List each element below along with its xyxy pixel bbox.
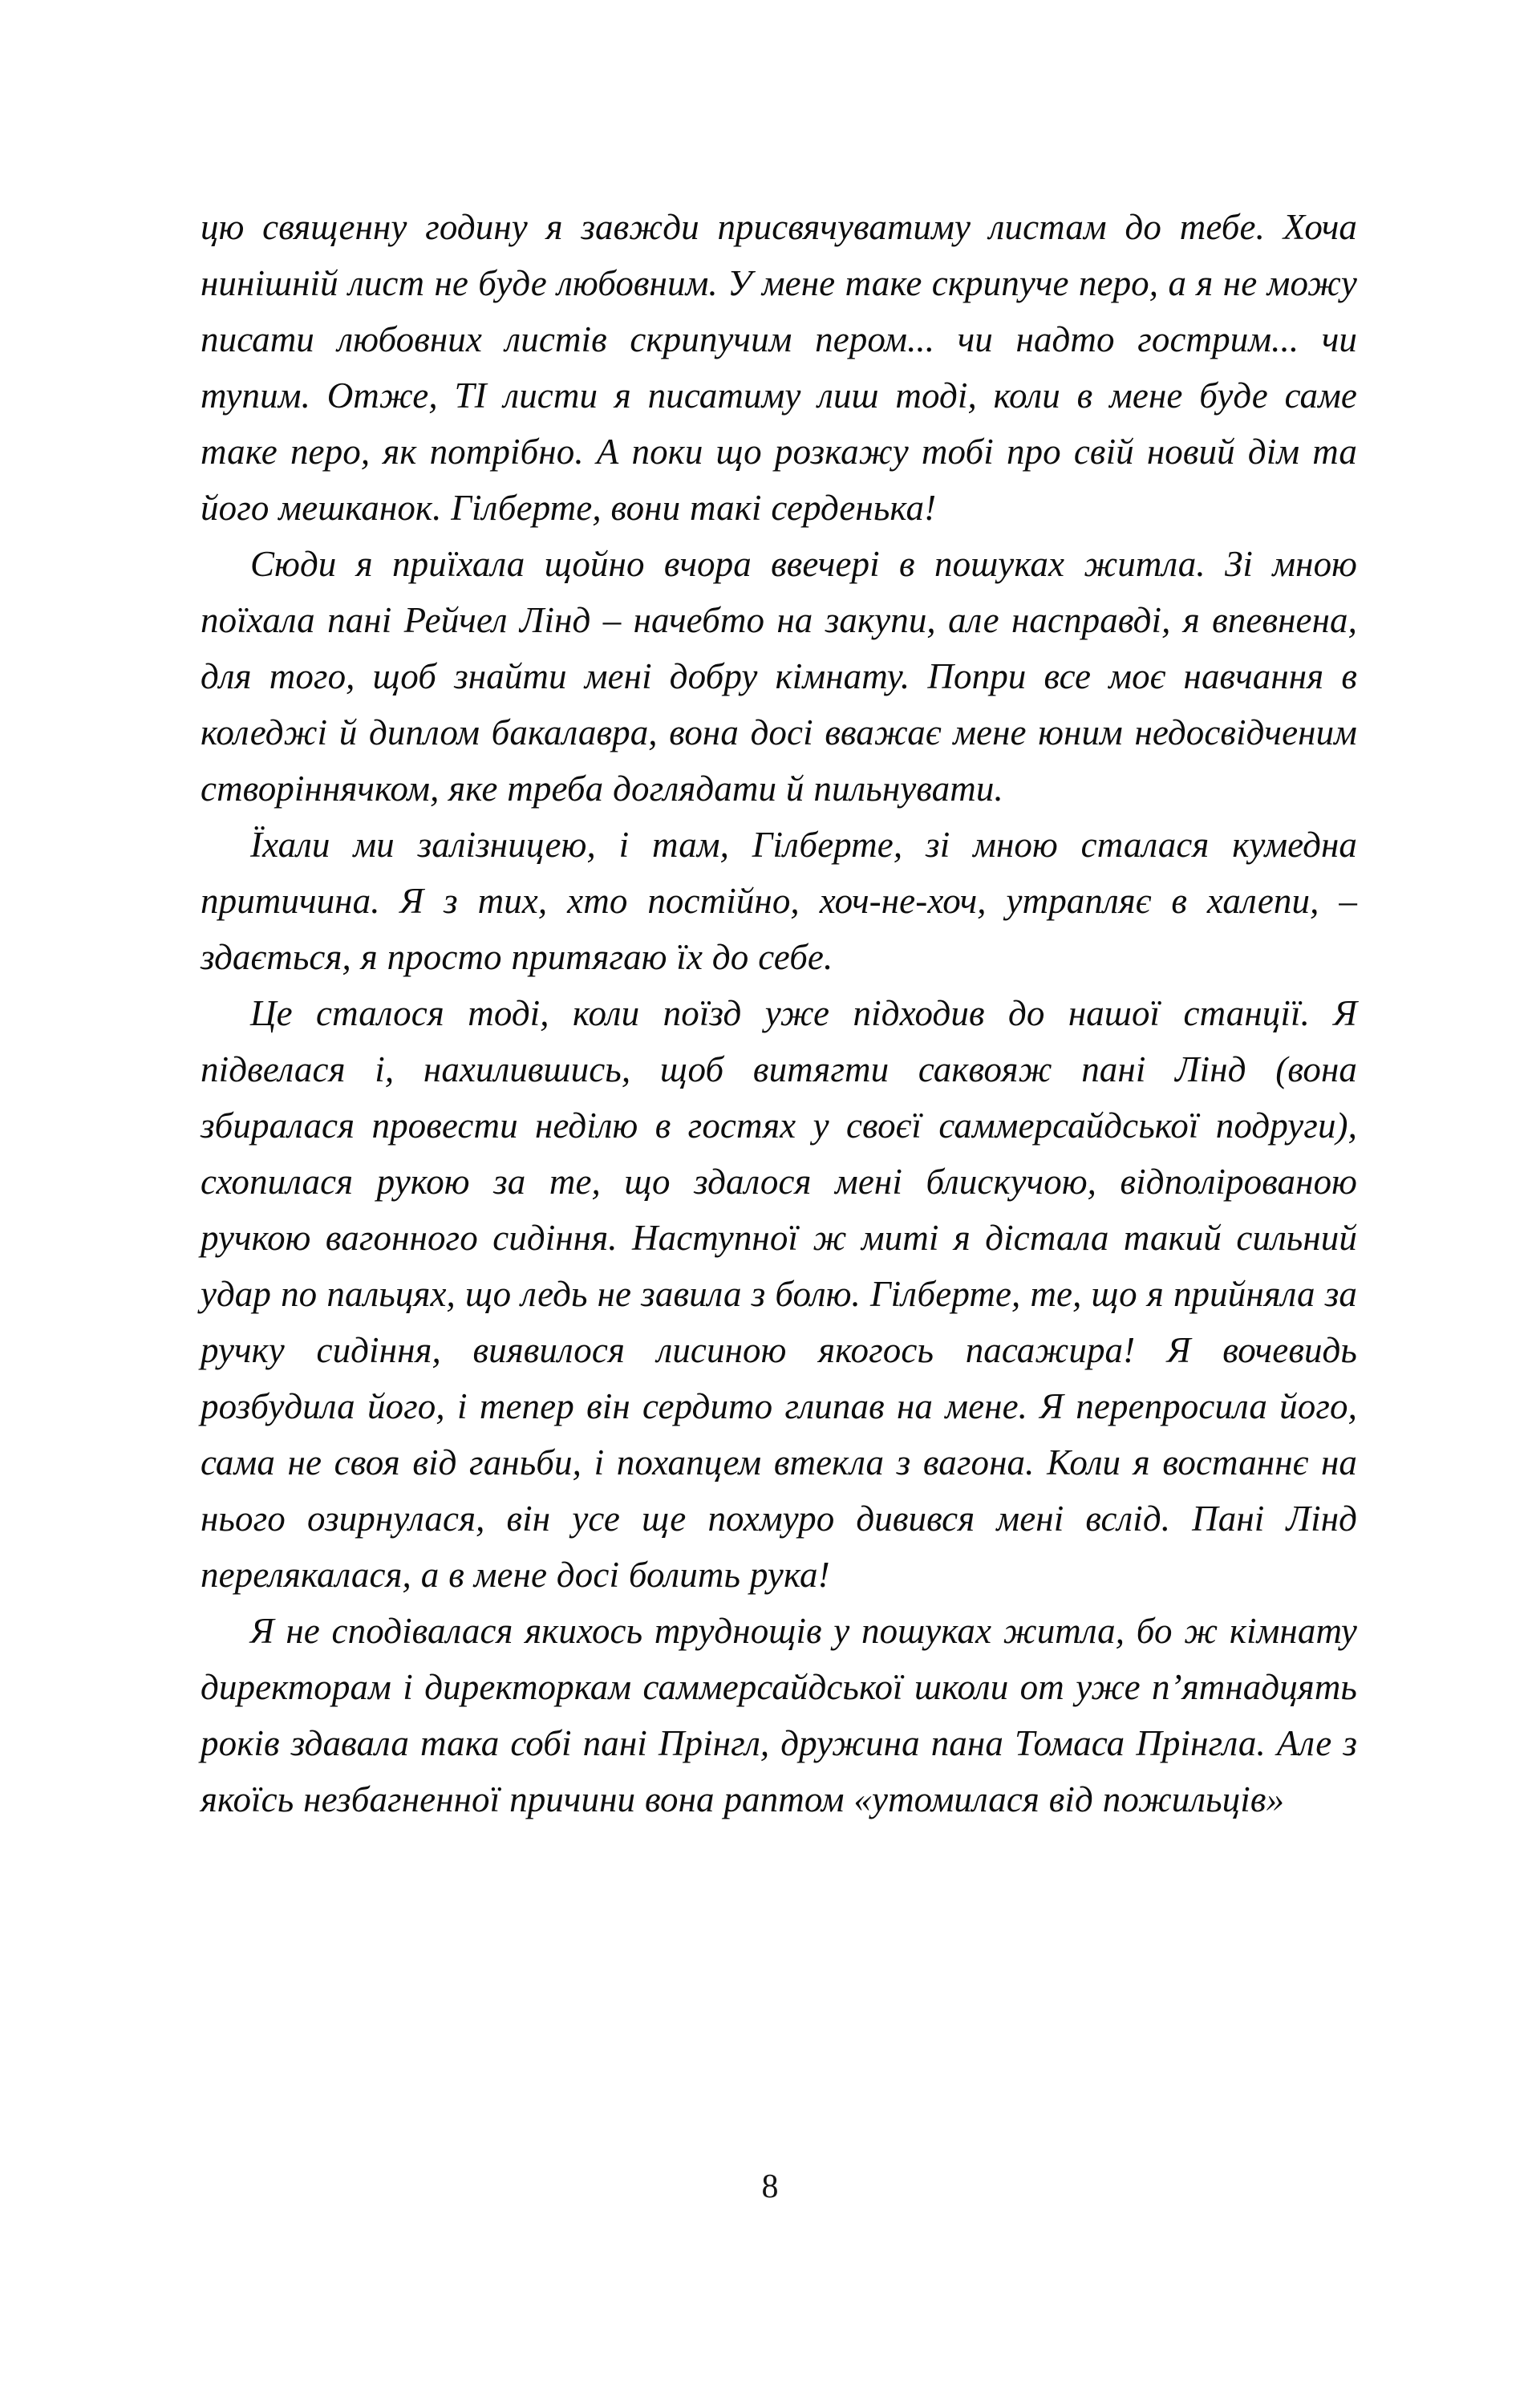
page-number: 8 [761, 2168, 779, 2205]
paragraph-2: Сюди я приїхала щойно вчора ввечері в пошуках житла. Зі мною поїхала пані Рейчел Лінд – начебто на закупи, але насправді, я впевнена, для того, щоб знайти мені добру кімнату. Попри все моє навчання в коледжі й диплом бакалавра, вона досі вважає мене юним недосвідченим створіннячком, яке треба доглядати й пильнувати. [201, 544, 1357, 809]
paragraph-3: Їхали ми залізницею, і там, Гілберте, зі мною сталася кумедна притичина. Я з тих, хто постійно, хоч-не-хоч, утрапляє в халепи, – здається, я просто притягаю їх до себе. [201, 825, 1357, 977]
paragraph-1: цю священну годину я завжди присвячуватиму листам до тебе. Хоча нинішній лист не буде любовним. У мене таке скрипуче перо, а я не можу писати любовних листів скрипучим пером... чи надто гострим... чи тупим. Отже, ТІ листи я писатиму лиш тоді, коли в мене буде саме таке перо, як потрібно. А поки що розкажу тобі про свій новий дім та його мешканок. Гілберте, вони такі серденька! [201, 207, 1357, 528]
paragraph-4: Це сталося тоді, коли поїзд уже підходив до нашої станції. Я підвелася і, нахилившись, щоб витягти саквояж пані Лінд (вона збиралася провести неділю в гостях у своєї саммерсайдської подруги), схопилася рукою за те, що здалося мені блискучою, відполірованою ручкою вагонного сидіння. Наступної ж миті я дістала такий сильний удар по пальцях, що ледь не завила з болю. Гілберте, те, що я прийняла за ручку сидіння, виявилося лисиною якогось пасажира! Я вочевидь розбудила його, і тепер він сердито глипав на мене. Я перепросила його, сама не своя від ганьби, і похапцем втекла з вагона. Коли я востаннє на нього озирнулася, він усе ще похмуро дивився мені вслід. Пані Лінд перелякалася, а в мене досі болить рука! [201, 993, 1357, 1595]
paragraph-5: Я не сподівалася якихось труднощів у пошуках житла, бо ж кімнату директорам і директоркам саммерсайдської школи от уже п’ятнадцять років здавала така собі пані Прінгл, дружина пана Томаса Прінгла. Але з якоїсь незбагненної причини вона раптом «утомилася від пожильців» [201, 1611, 1357, 1819]
body-text-column [201, 199, 1357, 1827]
